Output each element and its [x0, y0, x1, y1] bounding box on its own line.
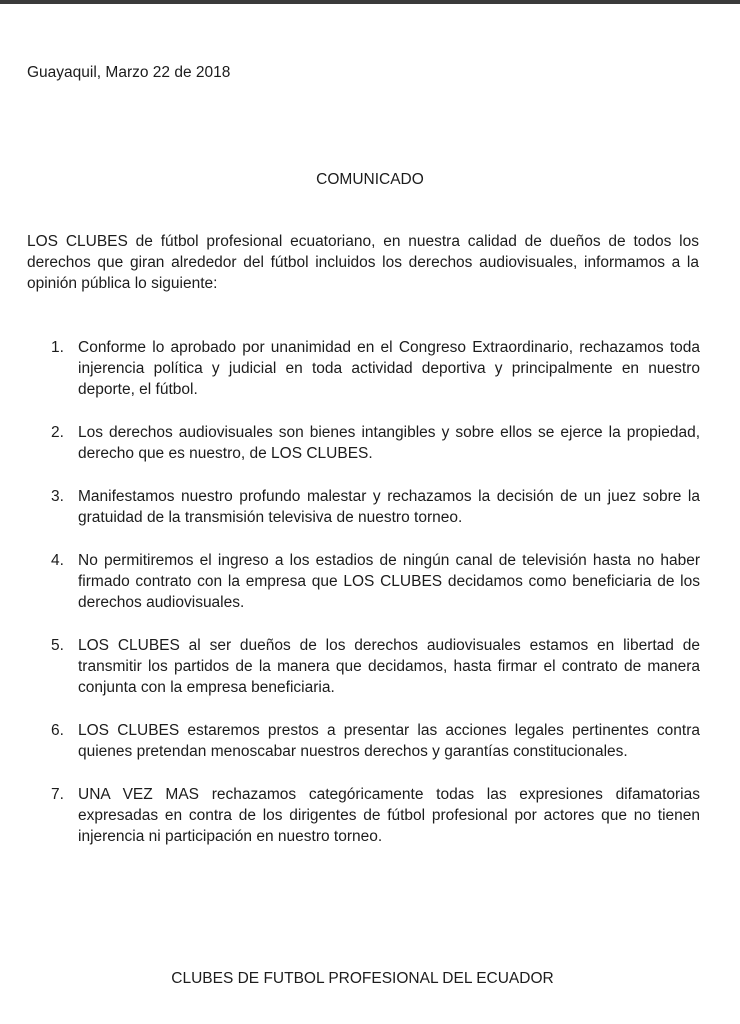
list-item-text: Los derechos audiovisuales son bienes intangibles y sobre ellos se ejerce la propiedad, derecho que es nuestro, de LOS CLUBES. — [78, 424, 700, 462]
list-item-text: No permitiremos el ingreso a los estadios de ningún canal de televisión hasta no haber firmado contrato con la empresa que LOS CLUBES decidamos como beneficiaria de los derechos audiovisuales. — [78, 552, 700, 611]
list-item — [27, 720, 700, 762]
list-item-number: 1. — [51, 339, 64, 356]
list-item — [27, 635, 700, 698]
list-item-number: 3. — [51, 488, 64, 505]
list-item-number: 6. — [51, 722, 64, 739]
list-item-number: 4. — [51, 552, 64, 569]
list-item-text: Manifestamos nuestro profundo malestar y rechazamos la decisión de un juez sobre la gratuidad de la transmisión televisiva de nuestro torneo. — [78, 488, 700, 526]
signature-line: CLUBES DE FUTBOL PROFESIONAL DEL ECUADOR — [171, 970, 554, 987]
list-item — [27, 337, 700, 400]
document-title: COMUNICADO — [316, 171, 424, 188]
list-item-number: 7. — [51, 786, 64, 803]
list-item — [27, 550, 700, 613]
list-item — [27, 784, 700, 847]
list-item-text: LOS CLUBES al ser dueños de los derechos audiovisuales estamos en libertad de transmitir los partidos de la manera que decidamos, hasta firmar el contrato de manera conjunta con la empresa beneficiaria. — [78, 637, 700, 696]
list-item-text: Conforme lo aprobado por unanimidad en el Congreso Extraordinario, rechazamos toda injerencia política y judicial en toda actividad deportiva y principalmente en nuestro deporte, el fútbol. — [78, 339, 700, 398]
statement-list — [27, 337, 700, 869]
intro-paragraph: LOS CLUBES de fútbol profesional ecuatoriano, en nuestra calidad de dueños de todos los derechos que giran alrededor del fútbol incluidos los derechos audiovisuales, informamos a la opinión pública lo siguiente: — [27, 233, 699, 292]
list-item — [27, 486, 700, 528]
list-item-text: UNA VEZ MAS rechazamos categóricamente todas las expresiones difamatorias expresadas en contra de los dirigentes de fútbol profesional por actores que no tienen injerencia ni participación en nuestro torneo. — [78, 786, 700, 845]
list-item-text: LOS CLUBES estaremos prestos a presentar las acciones legales pertinentes contra quienes pretendan menoscabar nuestros derechos y garantías constitucionales. — [78, 722, 700, 760]
document-date: Guayaquil, Marzo 22 de 2018 — [27, 64, 231, 81]
list-item — [27, 422, 700, 464]
list-item-number: 2. — [51, 424, 64, 441]
list-item-number: 5. — [51, 637, 64, 654]
